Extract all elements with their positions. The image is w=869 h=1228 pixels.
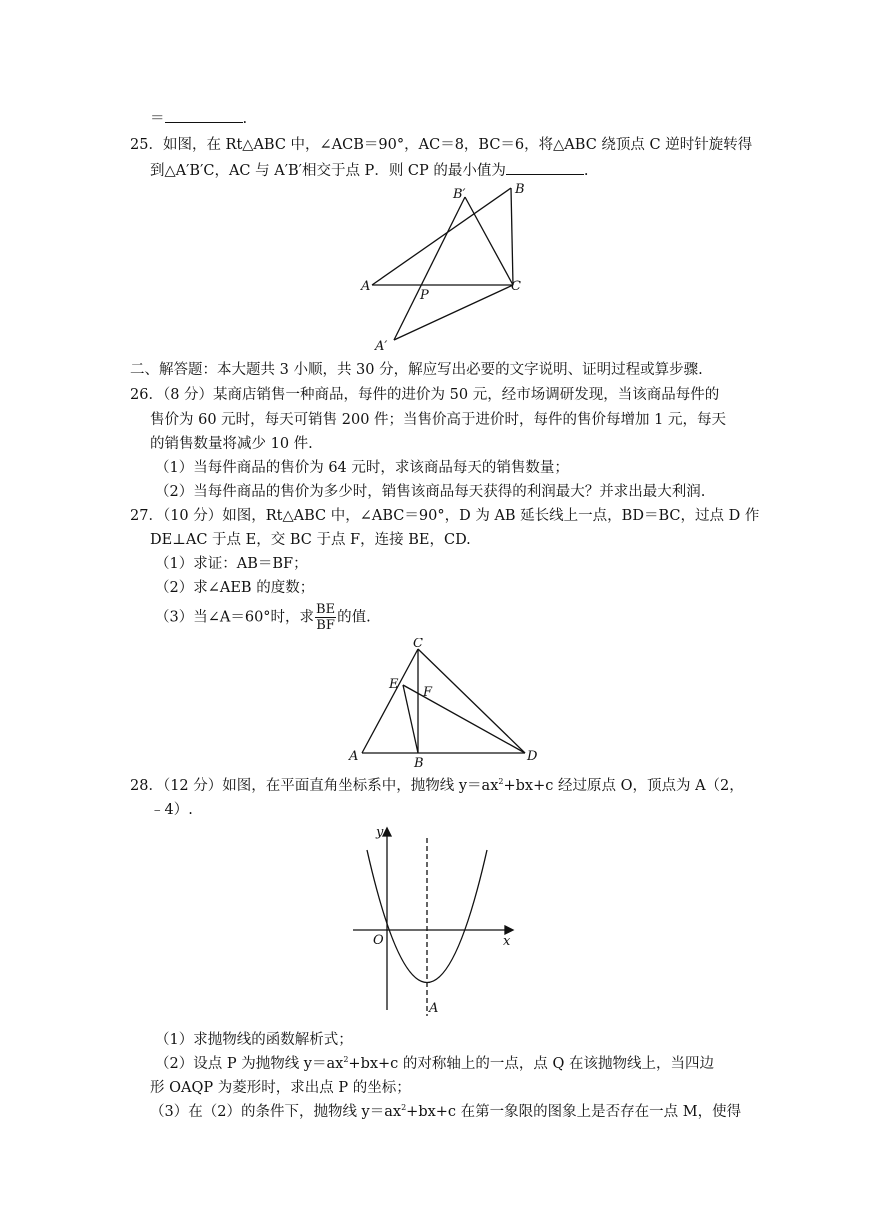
q28-part3-tail: +bx+c 在第一象限的图象上是否存在一点 M，使得 bbox=[406, 1104, 742, 1120]
label-b: B bbox=[515, 182, 525, 197]
answer-blank bbox=[506, 160, 584, 175]
exponent: 2 bbox=[401, 1103, 407, 1112]
q25-figure bbox=[355, 180, 535, 355]
segment-b-prime-c bbox=[465, 197, 513, 285]
fraction-numerator: BE bbox=[316, 602, 336, 617]
q25-line2 bbox=[150, 160, 589, 181]
q26-part2: （2）当每件商品的售价为多少时，销售该商品每天获得的利润最大？并求出最大利润. bbox=[155, 484, 706, 500]
label-a: A bbox=[361, 279, 371, 294]
q26-part1: （1）当每件商品的售价为 64 元时，求该商品每天的销售数量； bbox=[155, 460, 569, 476]
answer-blank bbox=[165, 108, 243, 123]
q27-part3-text: （3）当∠A＝60°时，求 bbox=[155, 609, 315, 626]
q27-part3 bbox=[155, 602, 371, 633]
period: . bbox=[242, 111, 248, 127]
x-axis-arrow bbox=[505, 926, 513, 934]
segment-ab bbox=[372, 188, 511, 285]
q26-line3: 的销售数量将减少 10 件. bbox=[150, 436, 313, 452]
label-f: F bbox=[423, 685, 433, 700]
q28-part1: （1）求抛物线的函数解析式； bbox=[155, 1032, 353, 1048]
label-c: C bbox=[413, 638, 423, 651]
q28-text: 28．（12 分）如图，在平面直角坐标系中，抛物线 y＝ax bbox=[130, 778, 499, 794]
q28-part2-text: （2）设点 P 为抛物线 y＝ax bbox=[155, 1056, 344, 1072]
segment-a-prime-b-prime bbox=[394, 197, 465, 340]
q27-line1: 27．（10 分）如图，Rt△ABC 中，∠ABC＝90°，D 为 AB 延长线上一点，BD＝BC，过点 D 作 bbox=[130, 508, 760, 524]
label-o: O bbox=[373, 933, 384, 948]
q27-line2: DE⊥AC 于点 E，交 BC 于点 F，连接 BE，CD. bbox=[150, 532, 471, 548]
segment-bc bbox=[511, 188, 513, 285]
equals-sign: ＝ bbox=[150, 111, 165, 127]
q28-figure bbox=[345, 820, 520, 1020]
fraction-be-over-bf bbox=[315, 602, 336, 633]
label-c: C bbox=[511, 279, 521, 294]
exponent: 2 bbox=[498, 777, 504, 786]
label-a: A bbox=[349, 749, 359, 764]
section-2-heading: 二、解答题：本大题共 3 小顺，共 30 分，解应写出必要的文字说明、证明过程或算步骤. bbox=[130, 362, 703, 378]
label-a: A bbox=[429, 1001, 439, 1016]
label-b: B bbox=[414, 756, 424, 768]
segment-ed bbox=[403, 685, 525, 753]
segment-a-prime-c bbox=[394, 285, 513, 340]
fraction-denominator: BF bbox=[316, 618, 335, 633]
segment-eb bbox=[403, 685, 418, 753]
q26-line1: 26．（8 分）某商店销售一种商品，每件的进价为 50 元，经市场调研发现，当该商品每件的 bbox=[130, 387, 720, 403]
segment-ac bbox=[362, 649, 418, 753]
segment-cd bbox=[418, 649, 525, 753]
q28-part2-line2: 形 OAQP 为菱形时，求出点 P 的坐标； bbox=[150, 1080, 411, 1096]
q24-answer-line bbox=[150, 108, 247, 129]
q28-line2: ﹣4）. bbox=[150, 802, 193, 818]
q25-line1: 25．如图，在 Rt△ABC 中，∠ACB＝90°，AC＝8，BC＝6，将△ABC 绕顶点 C 逆时针旋转得 bbox=[130, 137, 753, 153]
label-b-prime: B′ bbox=[453, 187, 466, 202]
label-y: y bbox=[376, 825, 384, 840]
period: . bbox=[583, 163, 589, 179]
q28-part2-tail: +bx+c 的对称轴上的一点，点 Q 在该抛物线上，当四边 bbox=[348, 1056, 715, 1072]
q28-part3 bbox=[150, 1102, 741, 1122]
label-d: D bbox=[527, 749, 538, 764]
q28-part2-line1 bbox=[155, 1054, 714, 1074]
exponent: 2 bbox=[343, 1055, 349, 1064]
q27-part3-tail: 的值. bbox=[337, 609, 371, 626]
q28-line1 bbox=[130, 776, 744, 796]
q28-part3-text: （3）在（2）的条件下，抛物线 y＝ax bbox=[150, 1104, 402, 1120]
q25-text: 到△A′B′C，AC 与 A′B′相交于点 P．则 CP 的最小值为 bbox=[150, 163, 506, 179]
q27-part1: （1）求证：AB＝BF； bbox=[155, 556, 308, 572]
q27-figure bbox=[345, 638, 545, 768]
label-a-prime: A′ bbox=[375, 339, 388, 354]
q27-part2: （2）求∠AEB 的度数； bbox=[155, 580, 315, 596]
label-p: P bbox=[420, 288, 429, 303]
label-e: E bbox=[389, 677, 399, 692]
y-axis-arrow bbox=[383, 828, 391, 836]
label-x: x bbox=[503, 934, 511, 949]
q26-line2: 售价为 60 元时，每天可销售 200 件；当售价高于进价时，每件的售价每增加 1 元，每天 bbox=[150, 412, 727, 428]
q28-text-tail: +bx+c 经过原点 O，顶点为 A（2， bbox=[503, 778, 744, 794]
